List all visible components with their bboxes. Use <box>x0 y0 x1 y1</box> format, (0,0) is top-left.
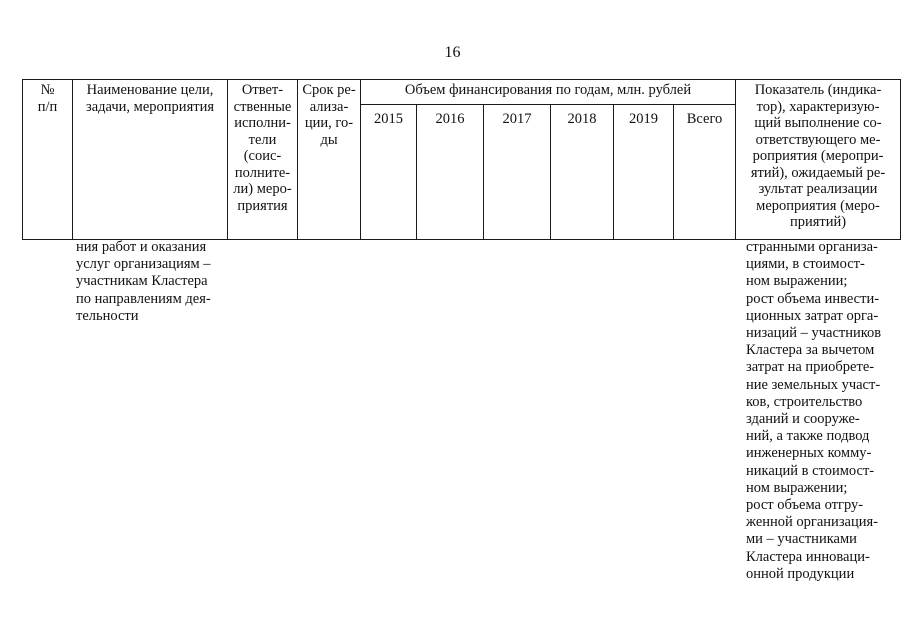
header-cell-name: Наименование цели, задачи, мероприятия <box>73 80 228 240</box>
header-cell-term: Срок ре- ализа- ции, го- ды <box>298 80 361 240</box>
header-cell-year: 2016 <box>417 105 484 240</box>
header-cell-funding: Объем финансирования по годам, млн. рублей <box>361 80 736 105</box>
header-cell-responsible: Ответ- ственные исполни- тели (соис- полните- ли) меро- приятия <box>228 80 298 240</box>
header-cell-year: 2015 <box>361 105 417 240</box>
header-cell-num: № п/п <box>23 80 73 240</box>
continuation-indicator-text: странными организа- циями, в стоимост- ном выражении; рост объема инвести- ционных затрат орга- низаций – участников Кластера за вычетом затрат на приобрете- ние земельных участ- ков, строительство зданий и сооруже- ний, а также подвод инженерных комму- никаций в стоимост- ном выражении; рост объема отгру- женной организация- ми – участниками Кластера инноваци- онной продукции <box>746 239 882 582</box>
header-cell-indicator: Показатель (индика- тор), характеризую- щий выполнение со- ответствующего ме- роприятия (меропри- ятий), ожидаемый ре- зультат реализации мероприятия (меро- приятий) <box>736 80 901 240</box>
program-table-header <box>22 79 901 240</box>
page-number: 16 <box>444 44 461 61</box>
header-cell-year: 2018 <box>551 105 614 240</box>
header-cell-year: 2019 <box>614 105 674 240</box>
continuation-name-text: ния работ и оказания услуг организациям – участникам Кластера по направлениям дея- тельности <box>76 239 211 324</box>
header-cell-total: Всего <box>674 105 736 240</box>
header-cell-year: 2017 <box>484 105 551 240</box>
